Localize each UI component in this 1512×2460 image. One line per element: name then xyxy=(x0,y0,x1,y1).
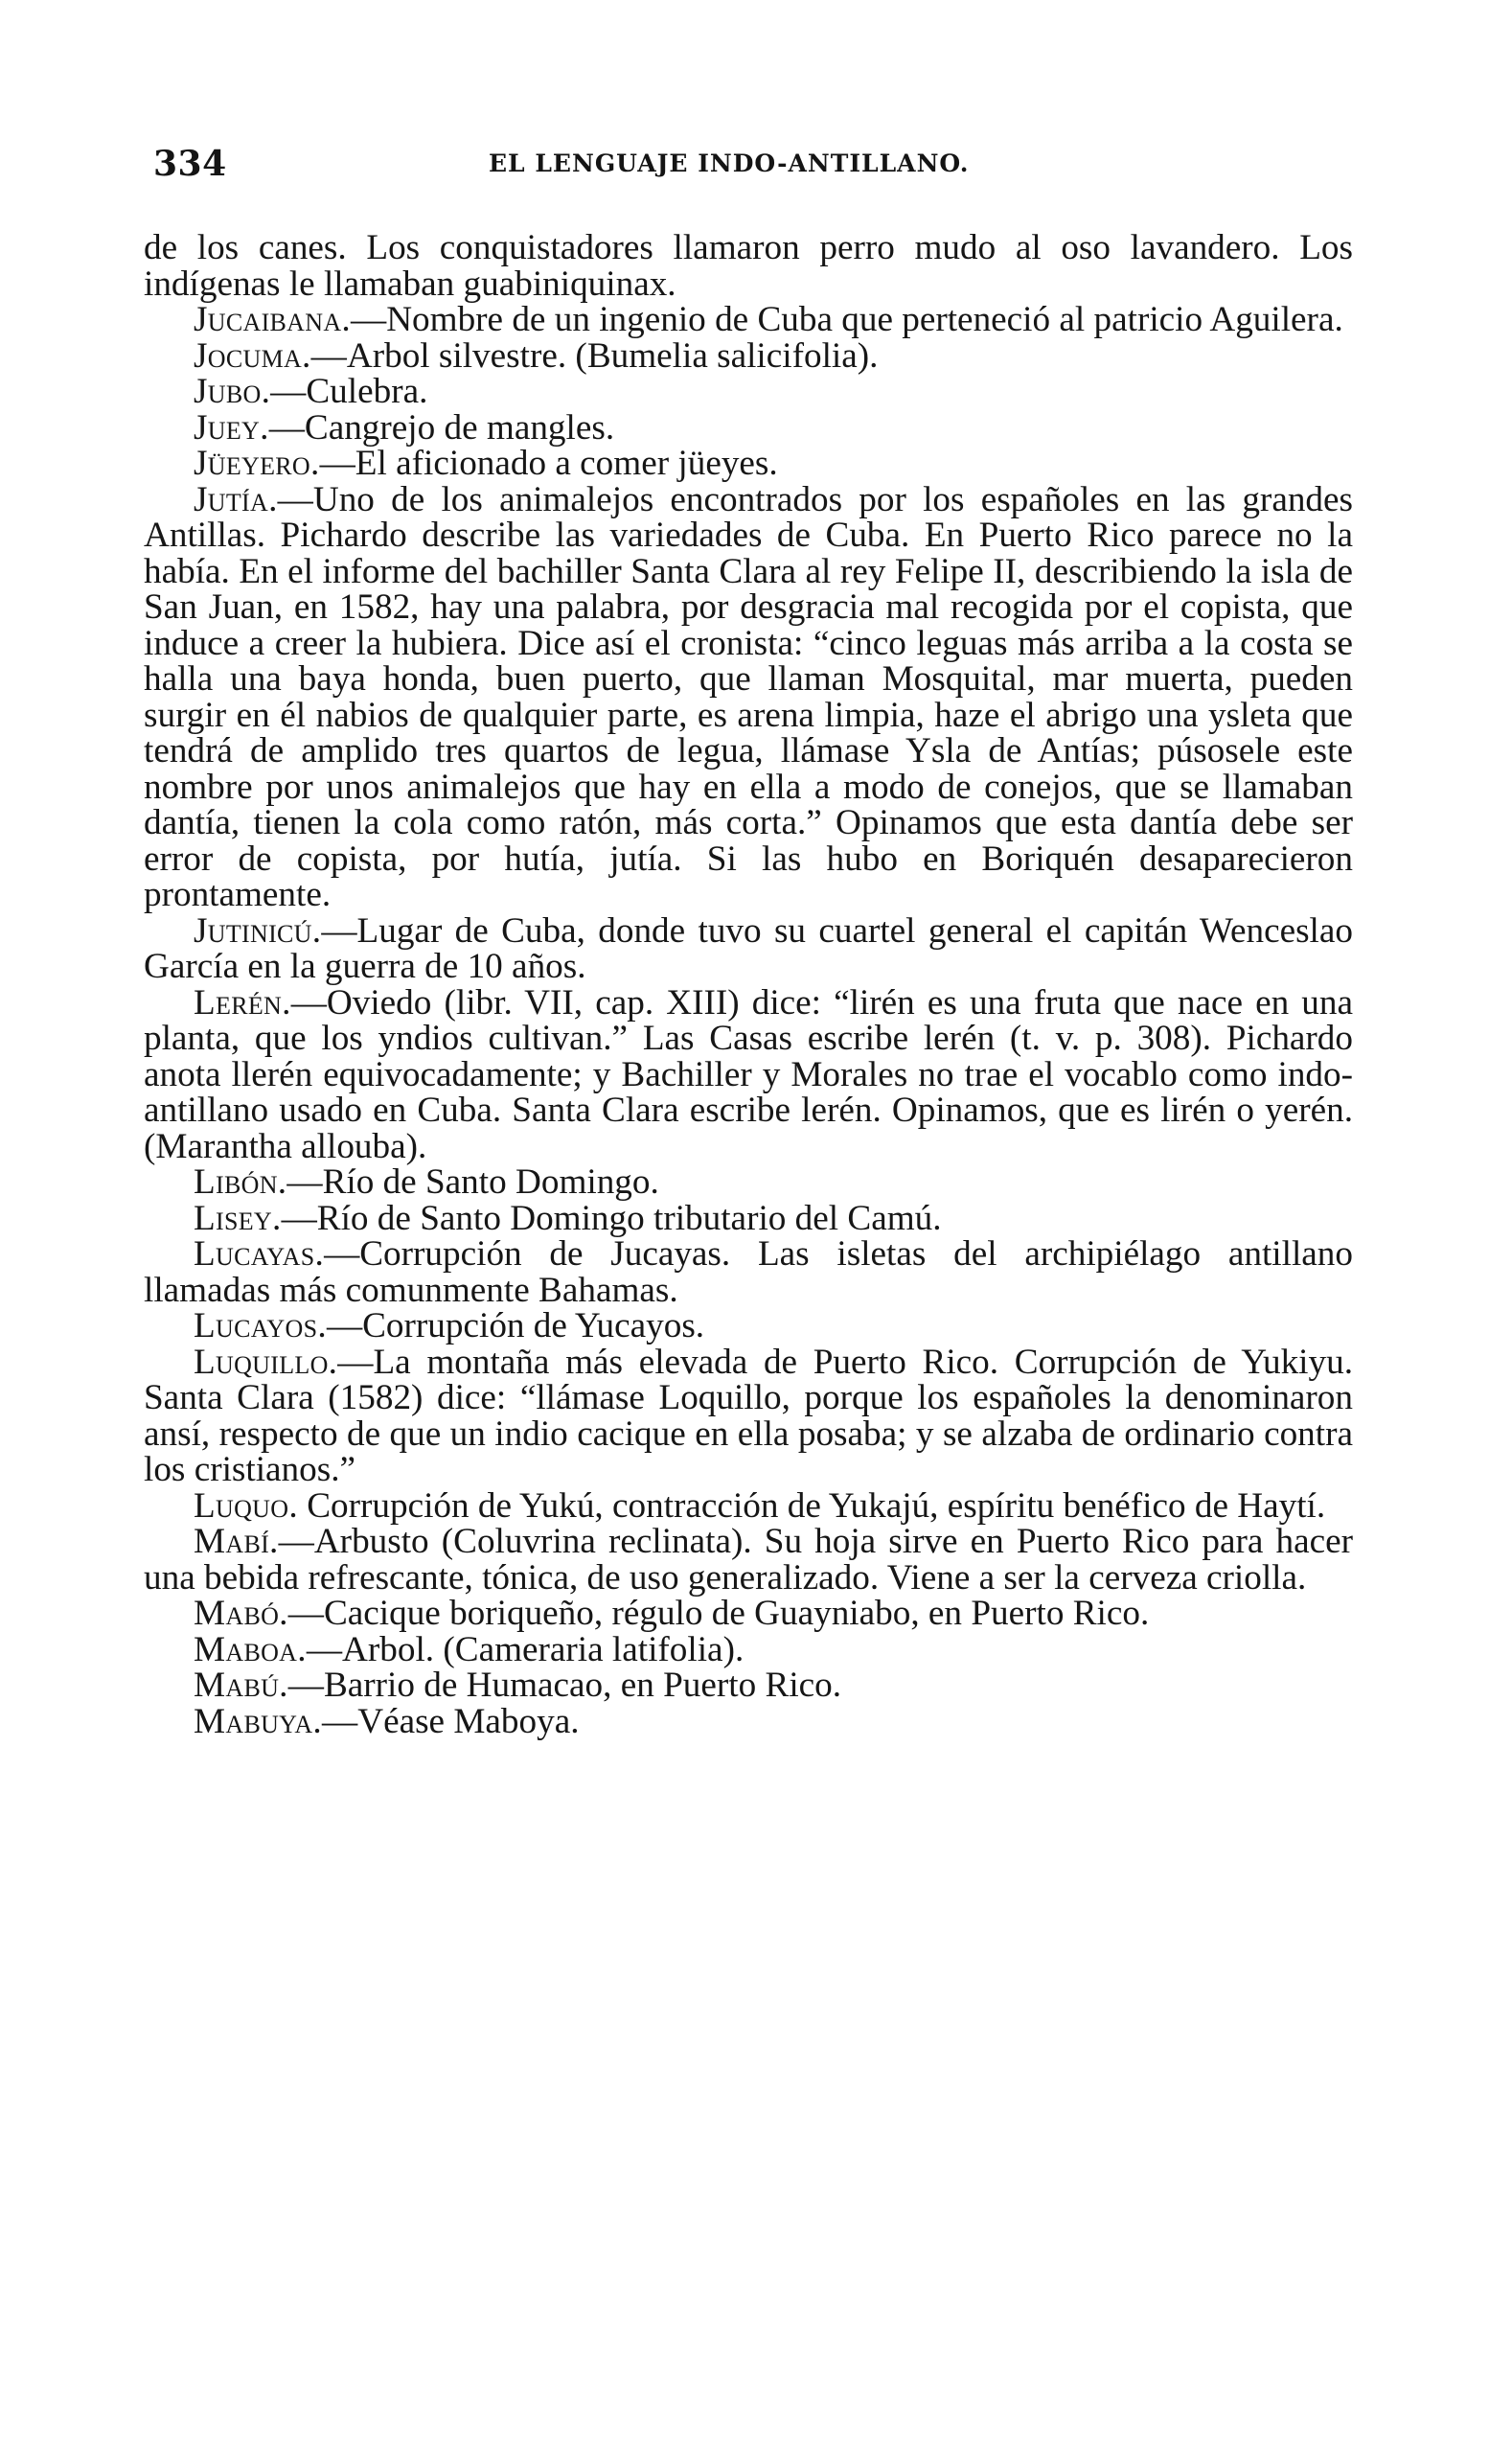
entry-text: de los canes. Los conquistadores llamaron perro mudo al oso lavandero. Los indígenas le llamaban guabiniquinax. xyxy=(144,228,1353,304)
entry-jucaibana xyxy=(144,302,1353,338)
entry-jutia xyxy=(144,479,1353,914)
entry-headword: Jucaibana. xyxy=(194,300,351,339)
entry-text: Arbol silvestre. (Bumelia salicifolia). xyxy=(346,335,879,376)
entry-jutinicu xyxy=(144,910,1353,986)
entry-luquo xyxy=(144,1485,1353,1526)
entry-text: Corrupción de Yucayos. xyxy=(362,1306,705,1345)
entry-separator: — xyxy=(287,1594,324,1633)
entry-headword: Lisey. xyxy=(194,1198,282,1238)
entry-maboa xyxy=(144,1629,1353,1669)
entry-text: Véase Maboya. xyxy=(357,1701,580,1741)
entry-leren xyxy=(144,982,1353,1166)
entry-separator xyxy=(298,1486,307,1526)
entry-separator: — xyxy=(322,1701,358,1741)
entry-text: Arbusto (Coluvrina reclinata). Su hoja sirve en Puerto Rico para hacer una bebida refrescante, tónica, de uso generalizado. Viene a ser la cerveza criolla. xyxy=(144,1522,1353,1598)
entry-headword: Lerén. xyxy=(194,982,291,1023)
entry-mabi xyxy=(144,1524,1353,1596)
entry-headword: Mabuya. xyxy=(194,1701,323,1741)
entry-headword: Luquo. xyxy=(194,1485,298,1526)
entry-headword: Luquillo. xyxy=(194,1342,338,1382)
entry-separator: — xyxy=(319,444,355,483)
entry-headword: Jüeyero. xyxy=(194,444,320,483)
entry-jubo xyxy=(144,374,1353,410)
entry-separator: — xyxy=(287,1666,324,1705)
entry-text: Nombre de un ingenio de Cuba que perteneció al patricio Aguilera. xyxy=(386,300,1343,339)
entry-separator: — xyxy=(281,1198,317,1238)
entry-juey xyxy=(144,407,1353,448)
entry-headword: Libón. xyxy=(194,1162,287,1202)
page-header xyxy=(153,144,1361,201)
entry-separator: — xyxy=(268,407,305,448)
entry-text: Corrupción de Yukú, contracción de Yukajú, espíritu benéfico de Haytí. xyxy=(307,1485,1326,1526)
entry-lucayas xyxy=(144,1236,1353,1308)
entry-text: Barrio de Humacao, en Puerto Rico. xyxy=(323,1666,842,1705)
entry-text: Corrupción de Jucayas. Las isletas del archipiélago antillano llamadas más comunmente Bahamas. xyxy=(144,1234,1353,1310)
entry-separator: — xyxy=(278,1522,314,1561)
entry-headword: Mabó. xyxy=(194,1594,288,1633)
entry-headword: Lucayos. xyxy=(194,1306,327,1345)
entry-separator: — xyxy=(286,1162,323,1202)
entry-text: Culebra. xyxy=(306,372,428,411)
entry-headword: Maboa. xyxy=(194,1629,307,1669)
running-head: EL LENGUAJE INDO-ANTILLANO. xyxy=(489,149,970,177)
entry-headword: Jutía. xyxy=(194,479,278,519)
entry-text: Cacique boriqueño, régulo de Guayniabo, en Puerto Rico. xyxy=(323,1594,1150,1633)
entry-lisey xyxy=(144,1198,1353,1238)
entry-continuation xyxy=(144,230,1353,302)
entry-separator: — xyxy=(326,1306,363,1345)
entry-text: Arbol. (Cameraria latifolia). xyxy=(342,1629,745,1669)
entry-text: Oviedo (libr. VII, cap. XIII) dice: “lirén es una fruta que nace en una planta, que los yndios cultivan.” Las Casas escribe lerén (t. v. p. 308). Pichardo anota llerén equivocadamente; y Bachiller y Morales no trae el vocablo como indo-antillano usado en Cuba. Santa Clara escribe lerén. Opinamos, que es lirén o yerén. (Marantha allouba). xyxy=(144,982,1353,1166)
entry-headword: Jutinicú. xyxy=(194,910,322,951)
entry-jueyero xyxy=(144,446,1353,482)
entry-mabuya xyxy=(144,1701,1353,1741)
entry-libon xyxy=(144,1164,1353,1201)
entry-text: Río de Santo Domingo. xyxy=(322,1162,659,1202)
entry-text: La montaña más elevada de Puerto Rico. Corrupción de Yukiyu. Santa Clara (1582) dice: “llámase Loquillo, porque los españoles la denominaron ansí, respecto de que un indio cacique en ella posaba; y se alzaba de ordinario contra los cristianos.” xyxy=(144,1342,1353,1489)
entry-luquillo xyxy=(144,1342,1353,1489)
entry-mabo xyxy=(144,1596,1353,1632)
entry-separator: — xyxy=(310,335,347,376)
entry-text: Lugar de Cuba, donde tuvo su cuartel general el capitán Wenceslao García en la guerra de 10 años. xyxy=(144,910,1353,986)
entry-separator: — xyxy=(321,910,357,951)
entry-text: Cangrejo de mangles. xyxy=(304,407,615,448)
entry-separator: — xyxy=(337,1342,374,1382)
entry-lucayos xyxy=(144,1308,1353,1345)
entry-separator: — xyxy=(306,1629,343,1669)
entry-headword: Mabí. xyxy=(194,1522,279,1561)
entry-headword: Jocuma. xyxy=(194,335,311,376)
entry-text: Uno de los animalejos encontrados por los españoles en las grandes Antillas. Pichardo describe las variedades de Cuba. En Puerto Rico parece no la había. En el informe del bachiller Santa Clara al rey Felipe II, describiendo la isla de San Juan, en 1582, hay una palabra, por desgracia mal recogida por el copista, que induce a creer la hubiera. Dice así el cronista: “cinco leguas más arriba a la costa se halla una baya honda, buen puerto, que llaman Mosquital, mar muerta, pueden surgir en él nabios de qualquier parte, es arena limpia, haze el abrigo una ysleta que tendrá de amplido tres quartos de legua, llámase Ysla de Antías; púsosele este nombre por unos animalejos que hay en ella a modo de conejos, que se llamaban dantía, tienen la cola como ratón, más corta.” Opinamos que esta dantía debe ser error de copista, por hutía, jutía. Si las hubo en Boriquén desaparecieron prontamente. xyxy=(144,479,1353,914)
entry-headword: Jubo. xyxy=(194,372,271,411)
entry-text: El aficionado a comer jüeyes. xyxy=(355,444,778,483)
entry-separator: — xyxy=(277,479,313,519)
entry-headword: Mabú. xyxy=(194,1666,288,1705)
entry-headword: Juey. xyxy=(194,407,269,448)
page-number: 334 xyxy=(153,144,227,184)
entry-mabu xyxy=(144,1667,1353,1704)
entry-separator: — xyxy=(324,1234,360,1274)
body-text xyxy=(144,230,1353,1739)
entry-headword: Lucayas. xyxy=(194,1234,325,1274)
entry-jocuma xyxy=(144,335,1353,376)
entry-separator: — xyxy=(290,982,327,1023)
entry-text: Río de Santo Domingo tributario del Camú. xyxy=(316,1198,942,1238)
entry-separator: — xyxy=(351,300,387,339)
entry-separator: — xyxy=(270,372,307,411)
